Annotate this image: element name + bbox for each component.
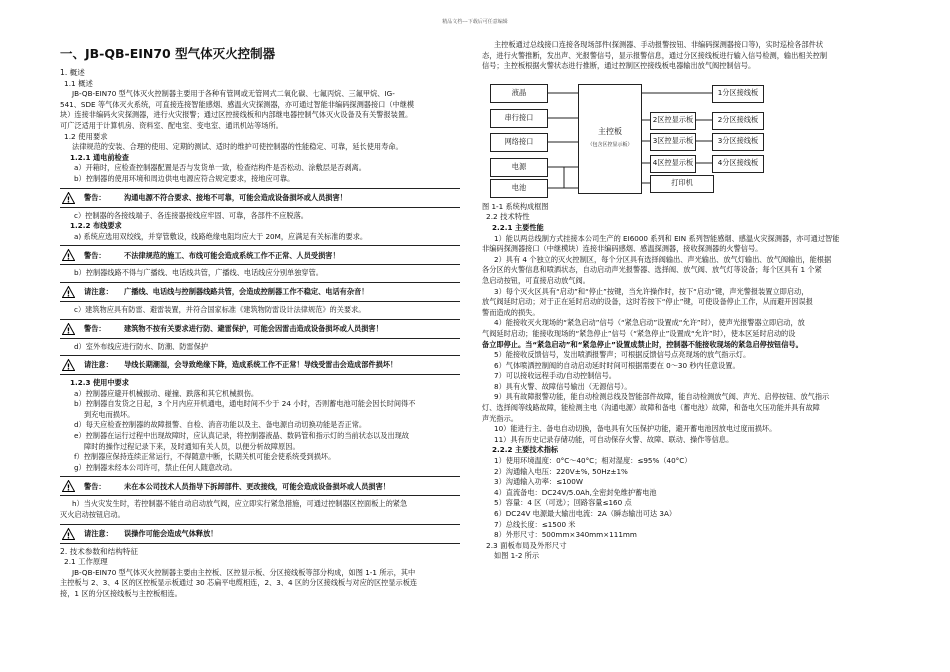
warning-text: 未在本公司技术人员指导下拆卸部件、更改接线，可能会造成设备损坏或人员损害！ bbox=[124, 481, 390, 491]
spec-item: 1）使用环境温度：0°C～40°C；相对湿度：≤95%（40°C） bbox=[494, 456, 692, 466]
body-line: 接，1 区的分区接线板与主控板相连。 bbox=[60, 589, 182, 598]
warning-box bbox=[60, 319, 460, 339]
spec-item: 8）外形尺寸：500mm×340mm×111mm bbox=[494, 530, 637, 540]
warning-icon bbox=[60, 192, 76, 204]
features-list bbox=[482, 234, 892, 446]
warning-icon bbox=[60, 480, 76, 492]
list-item: 障时的操作过程记录下来，及时通知有关人员，以便分析故障原因。 bbox=[84, 441, 300, 451]
list-item: 10）能进行主、备电自动切换，备电具有欠压保护功能，避开蓄电池因放电过度而损坏。 bbox=[494, 424, 777, 434]
body-line: 可广泛适用于计算机房、资料室、配电室、变电室、通讯机站等场所。 bbox=[60, 120, 283, 130]
warning-icon bbox=[60, 359, 76, 371]
notice-label: 请注意： bbox=[84, 287, 113, 297]
body-line: 态，进行火警推断，发出声、光报警信号，显示报警信息，通过分区接线板进行输入信号检测，输出相关控制 bbox=[482, 50, 828, 60]
notice-label: 请注意： bbox=[84, 528, 113, 538]
notice-box bbox=[60, 282, 460, 302]
list-item: a）控制器应避开机械振动、碰撞、跌落和其它机械损伤。 bbox=[74, 388, 259, 398]
svg-text:!: ! bbox=[66, 252, 70, 262]
main-board-sub: （包含区控显示板） bbox=[587, 142, 633, 149]
list-item: 警而造成的损失。 bbox=[482, 307, 540, 317]
zone-1-terminal-block: 1分区接线板 bbox=[712, 85, 764, 103]
list-item: 5）能接收反馈信号，发出喷洒报警声；可根据反馈信号点亮现场的放气指示灯。 bbox=[494, 350, 751, 360]
lcd-block: 液晶 bbox=[490, 84, 548, 103]
notice-text: 广播线、电话线与控制器线路共管，会造成控制器工作不稳定、电话有杂音！ bbox=[124, 287, 369, 297]
spec-item: 7）总线长度：≤1500 米 bbox=[494, 519, 576, 529]
svg-text:!: ! bbox=[66, 362, 70, 372]
wiring-item-c: c）建筑物应具有防雷、避雷装置，并符合国家标准《建筑物防雷设计法律规范》的关要求。 bbox=[74, 304, 366, 314]
warning-icon bbox=[60, 286, 76, 298]
section-2-1-heading: 2.1 工作原理 bbox=[64, 557, 108, 567]
section-2-2-heading: 2.2 技术特性 bbox=[486, 212, 530, 222]
section-1-heading: 1. 概述 bbox=[60, 68, 85, 77]
section-2-heading: 2. 技术参数和结构特征 bbox=[60, 546, 139, 556]
list-item: 11）具有历史记录存储功能，可自动保存火警、故障、联动、操作等信息。 bbox=[494, 434, 734, 444]
spec-item: 4）直流备电：DC24V/5.0Ah,全密封免维护蓄电池 bbox=[494, 487, 657, 497]
spec-item: 6）DC24V 电源最大输出电流：2A（瞬态输出可达 3A） bbox=[494, 509, 677, 518]
section-2-3-heading: 2.3 面板布局及外形尺寸 bbox=[486, 540, 567, 550]
main-board-label: 主控板 bbox=[598, 126, 622, 136]
list-item: 气阀延时启动；能接收现场的“紧急停止”信号（“紧急停止”设置成“允许”时），使本区延时启动的设 bbox=[482, 328, 796, 338]
body-line: 信号；主控板根据火警状态进行推断，通过控制区控接线板电器输出放气阀控制信号。 bbox=[482, 61, 756, 71]
list-item: 非编码探测器接口（中继模块）连接非编码感烟、感温探测器，接收探测器的火警信号。 bbox=[482, 244, 763, 254]
list-item: 6）气体喷洒控制阀的自动启动延时时间可根据需要在 0～30 秒内任意设置。 bbox=[494, 360, 740, 370]
wiring-item-b: b）控制器线路不得与广播线、电话线共管，广播线、电话线应分别单独穿管。 bbox=[74, 268, 323, 278]
list-item: e）控制器在运行过程中出现故障时，应认真记录，将控制器液晶、数码管和指示灯的当前状态以及出现故 bbox=[74, 431, 410, 441]
warning-icon bbox=[60, 528, 76, 540]
body-line: 主控板通过总线接口连接各现场部件(探测器、手动报警按钮、非编码探测器接口等)，实时巡检各部件状 bbox=[494, 40, 824, 49]
svg-text:!: ! bbox=[66, 483, 70, 493]
svg-text:!: ! bbox=[66, 194, 70, 204]
section-2-2-2-heading: 2.2.2 主要技术指标 bbox=[492, 445, 559, 455]
warning-icon bbox=[60, 323, 76, 335]
list-item: 各分区的火警信息和喷洒状态，自动启动声光报警器、选择阀、放气阀、放气灯等设备；每个区具有 1 个紧 bbox=[482, 265, 822, 275]
usage-items bbox=[60, 389, 460, 474]
warning-icon bbox=[60, 249, 76, 261]
spec-item: 5）容量：4 区（可选）；回路容量≤160 点 bbox=[494, 498, 632, 508]
specs-list bbox=[482, 456, 892, 541]
list-item: 备立即停止。当“紧急启动”和“紧急停止”设置成禁止时，控制器不能接收现场的紧急启停按钮信号。 bbox=[482, 339, 803, 349]
warning-label: 警告： bbox=[84, 250, 106, 260]
section-1-2-3-heading: 1.2.3 使用中要求 bbox=[70, 378, 129, 388]
left-column bbox=[60, 40, 460, 600]
section-1-1-body bbox=[60, 89, 460, 131]
list-item: 声光指示。 bbox=[482, 413, 518, 423]
check-item-b: b）控制器的使用环境和周边供电电源应符合规定要求，接地应可靠。 bbox=[74, 173, 295, 183]
list-item: 9）具有故障报警功能，能自动检测总线及智能部件故障，能自动检测放气阀、声光、启停按钮、放气指示 bbox=[494, 392, 830, 402]
right-column bbox=[482, 40, 892, 562]
system-block-diagram bbox=[490, 80, 890, 198]
notice-text: 误操作可能会造成气体释放！ bbox=[124, 528, 218, 538]
list-item: 灯、选择阀等线路故障，能检测主电（沟通电源）故障和备电（蓄电池）故障，和备电欠压功能并具有故障 bbox=[482, 403, 820, 413]
notice-label: 请注意： bbox=[84, 360, 113, 370]
list-item: g）控制器未经本公司许可，禁止任何人随意改动。 bbox=[74, 462, 237, 472]
network-port-block: 网络接口 bbox=[490, 133, 548, 152]
zone-2-terminal-block: 2分区接线板 bbox=[712, 112, 764, 130]
notice-box bbox=[60, 524, 460, 544]
spec-item: 2）沟通输入电压：220V±%, 50Hz±1% bbox=[494, 466, 628, 476]
wiring-item-d: d）室外布线应进行防水、防潮、防雷保护 bbox=[74, 341, 208, 351]
usage-item-h: h）当火灾发生时，若控制器不能自动启动放气阀，应立即实行紧急措施，可通过控制器区控面板上的紧急 bbox=[72, 499, 408, 509]
svg-text:!: ! bbox=[66, 325, 70, 335]
serial-port-block: 串行接口 bbox=[490, 109, 548, 128]
document-title: 一、JB-QB-EIN70 型气体灭火控制器 bbox=[60, 46, 276, 61]
svg-text:!: ! bbox=[66, 289, 70, 298]
warning-label: 警告： bbox=[84, 192, 106, 202]
section-1-2-body: 法律规范的安装、合理的使用、定期的测试、适时的维护可使控制器的性能稳定、可靠，延长使用寿命。 bbox=[72, 142, 403, 152]
svg-text:!: ! bbox=[66, 530, 70, 540]
battery-block: 电池 bbox=[490, 179, 548, 198]
zone-3-terminal-block: 3分区接线板 bbox=[712, 133, 764, 151]
spec-item: 3）沟通输入功率：≤100W bbox=[494, 477, 583, 487]
list-item: 1）能以两总线制方式挂接本公司生产的 EI6000 系列和 EIN 系列智能感烟、感温火灾探测器，亦可通过智能 bbox=[494, 233, 840, 243]
notice-box bbox=[60, 355, 460, 375]
page-header: 精品文档---下载后可任意编辑 bbox=[442, 19, 508, 25]
zone-2-display-block: 2区控显示板 bbox=[650, 112, 696, 130]
list-item: 3）每个灭火区具有“启动”和“停止”按键，当允许操作时，按下“启动”键，声光警报装置立即启动， bbox=[494, 286, 809, 296]
body-line: 块）连接非编码火灾探测器，进行火灾报警；通过区控接线板和内部继电器控制气体灭火设备及有关警报装置。 bbox=[60, 110, 413, 120]
list-item: 7）可以接收远程手动/自动控制信号。 bbox=[494, 371, 616, 381]
body-line: 主控板与 2、3、4 区的区控板显示板通过 30 芯扁平电缆相连，2、3、4 区的分区接线板与对应的区控显示板连 bbox=[60, 578, 418, 588]
zone-4-terminal-block: 4分区接线板 bbox=[712, 155, 764, 173]
list-item: 2）具有 4 个独立的灭火控制区，每个分区具有选择阀输出、声光输出、放气灯输出、放气阀输出，能根据 bbox=[494, 254, 832, 264]
list-item: b）控制器自发货之日起，3 个月内应开机通电，通电时间不少于 24 小时，否则蓄电池可能会因长时间得不 bbox=[74, 399, 416, 409]
wiring-item-a: a) 系统应选用双绞线，并穿管敷设，线路绝缘电阻均应大于 20M，应满足有关标准的要求。 bbox=[74, 231, 368, 241]
list-item: 8）具有火警、故障信号输出（无源信号）。 bbox=[494, 381, 632, 391]
list-item: 急启动按钮，可直接启动放气阀。 bbox=[482, 275, 590, 285]
notice-text: 导线长期潮湿，会导致绝缘下降，造成系统工作不正常！导线受雷击会造成部件损坏！ bbox=[124, 360, 398, 370]
check-item-c: c）控制器的各接线端子、各连接器接线应牢固、可靠，各部件不应脱落。 bbox=[74, 210, 308, 220]
power-block: 电源 bbox=[490, 158, 548, 177]
zone-3-display-block: 3区控显示板 bbox=[650, 133, 696, 151]
printer-block: 打印机 bbox=[650, 175, 714, 193]
list-item: 放气阀延时启动；对于正在延时启动的设备，这时若按下“停止”键，可使设备停止工作，从而避开因误报 bbox=[482, 297, 813, 307]
warning-text: 不法律规范的施工、布线可能会造成系统工作不正常、人员受损害！ bbox=[124, 250, 340, 260]
list-item: 到充电而损坏。 bbox=[84, 409, 135, 419]
section-2-2-1-heading: 2.2.1 主要性能 bbox=[492, 222, 544, 232]
check-item-a: a）开箱时，应检查控制器配置是否与发货单一致，检查结构件是否松动、涂敷层是否剥离。 bbox=[74, 163, 366, 173]
body-line: JB-QB-EIN70 型气体灭火控制器主要用于各种有管网或无管网式二氧化碳、七氟丙烷、三氟甲烷、IG- bbox=[72, 89, 395, 99]
warning-box bbox=[60, 245, 460, 265]
warning-text: 沟通电源不符合要求、接地不可靠，可能会造成设备损坏或人员损害！ bbox=[124, 192, 347, 202]
warning-box bbox=[60, 188, 460, 208]
section-1-1-heading: 1.1 概述 bbox=[64, 78, 93, 88]
main-board-block bbox=[578, 84, 642, 194]
warning-box bbox=[60, 476, 460, 496]
section-2-3-body: 如图 1-2 所示 bbox=[494, 551, 540, 561]
warning-text: 建筑物不按有关要求进行防、避雷保护，可能会因雷击造成设备损坏或人员损害！ bbox=[124, 323, 383, 333]
zone-4-display-block: 4区控显示板 bbox=[650, 155, 696, 173]
list-item: 4）能接收灭火现场的“紧急启动”信号（“紧急启动”设置成“允许”时），使声光报警器立即启动，放 bbox=[494, 318, 805, 328]
list-item: d）每天应检查控制器的故障报警、自检、消音功能以及主、备电源自动切换功能是否正常。 bbox=[74, 420, 367, 430]
list-item: f）控制器应保持连续正常运行，不得随意中断，长期关机可能会使系统受到损坏。 bbox=[74, 452, 336, 462]
section-1-2-2-heading: 1.2.2 布线要求 bbox=[70, 221, 122, 231]
figure-caption: 图 1-1 系统构成框图 bbox=[482, 201, 549, 211]
body-line: JB-QB-EIN70 型气体灭火控制器主要由主控板、区控显示板、分区接线板等部分构成，如图 1-1 所示，其中 bbox=[72, 567, 416, 577]
body-line: 541、SDE 等气体灭火系统，可直接连接智能感烟、感温火灾探测器，亦可通过智能非编码探测器接口（中继模 bbox=[60, 99, 415, 109]
warning-label: 警告： bbox=[84, 481, 106, 491]
section-1-2-1-heading: 1.2.1 通电前检查 bbox=[70, 152, 129, 162]
warning-label: 警告： bbox=[84, 323, 106, 333]
section-1-2-heading: 1.2 使用要求 bbox=[64, 131, 108, 141]
usage-item-h-cont: 灭火启动按钮启动。 bbox=[60, 510, 125, 520]
